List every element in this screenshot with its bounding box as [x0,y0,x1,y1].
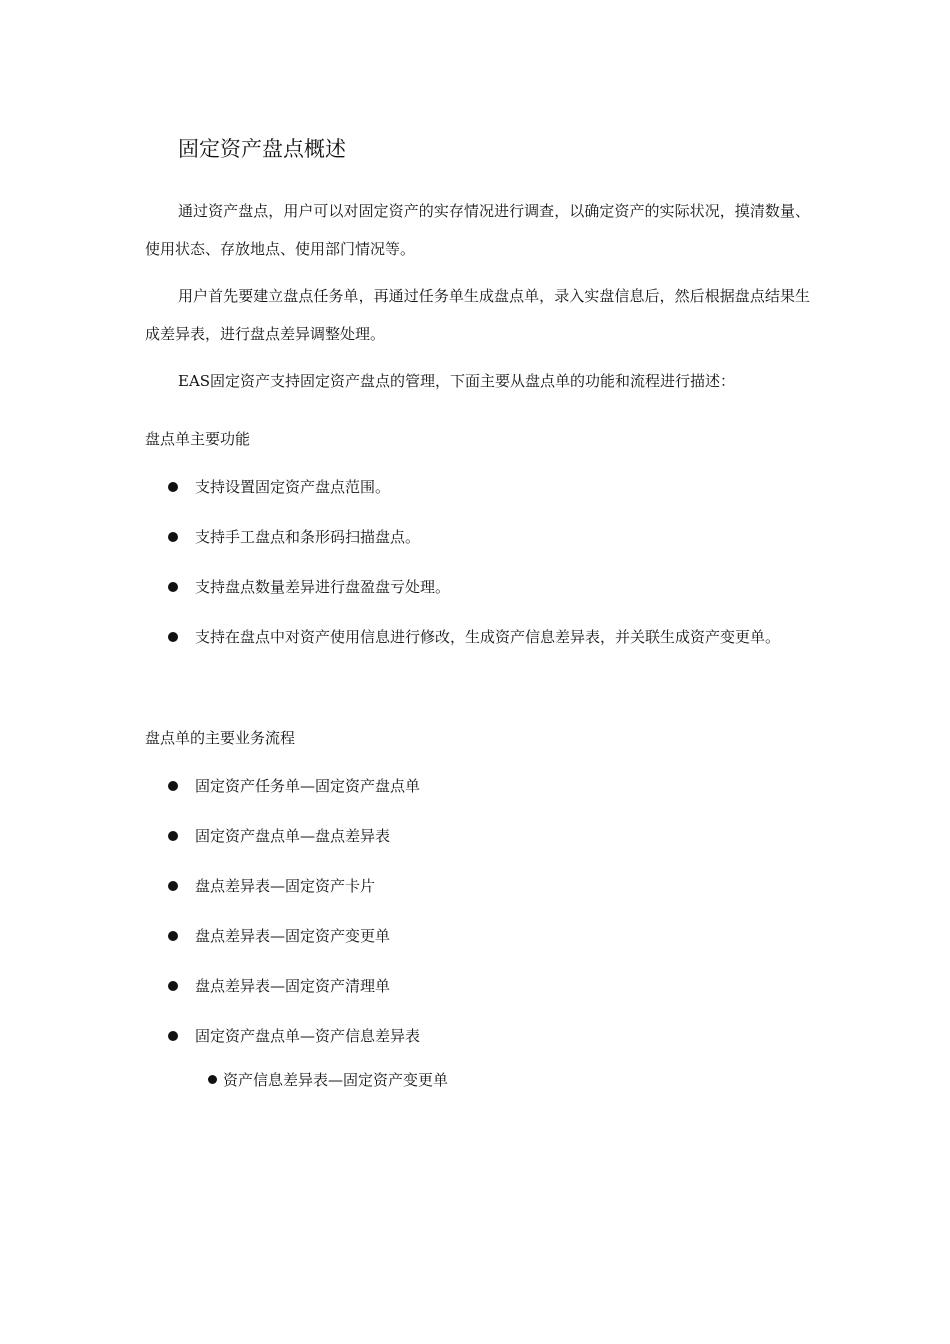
list-item-text: 固定资产任务单—固定资产盘点单 [195,777,421,795]
process-heading: 盘点单的主要业务流程 [145,729,296,747]
list-item-text: 盘点差异表—固定资产卡片 [195,877,376,895]
bullet-icon [168,482,178,492]
bullet-icon [168,781,178,791]
bullet-icon [168,582,178,592]
bullet-icon [168,1031,178,1041]
list-item-text: 支持盘点数量差异进行盘盈盘亏处理。 [195,578,451,596]
bullet-icon [168,532,178,542]
list-item-text: 盘点差异表—固定资产变更单 [195,927,391,945]
bullet-icon [168,831,178,841]
list-item-text: 固定资产盘点单—盘点差异表 [195,827,391,845]
list-item [0,767,815,805]
list-item [0,468,815,506]
list-item [0,1017,815,1055]
intro-paragraph-2: 用户首先要建立盘点任务单，再通过任务单生成盘点单，录入实盘信息后，然后根据盘点结果生成差异表，进行盘点差异调整处理。 [145,287,810,343]
list-item-text: 盘点差异表—固定资产清理单 [195,977,391,995]
process-list [0,767,950,1067]
bullet-icon [208,1075,217,1084]
intro-paragraph-1: 通过资产盘点，用户可以对固定资产的实存情况进行调查，以确定资产的实际状况，摸清数量、使用状态、存放地点、使用部门情况等。 [145,202,810,258]
list-item-text: 支持在盘点中对资产使用信息进行修改，生成资产信息差异表，并关联生成资产变更单。 [195,628,781,646]
list-item [0,817,815,855]
list-item-text: 支持手工盘点和条形码扫描盘点。 [195,528,421,546]
functions-heading: 盘点单主要功能 [145,430,251,448]
list-item [0,618,815,656]
bullet-icon [168,931,178,941]
list-item [0,568,815,606]
sub-list-item [208,1066,448,1094]
document-title: 固定资产盘点概述 [178,137,346,161]
list-item [0,867,815,905]
list-item-text: 固定资产盘点单—资产信息差异表 [195,1027,421,1045]
list-item-text: 支持设置固定资产盘点范围。 [195,478,391,496]
sub-list-item-text: 资产信息差异表—固定资产变更单 [223,1071,449,1089]
bullet-icon [168,632,178,642]
bullet-icon [168,981,178,991]
list-item [0,518,815,556]
intro-paragraph-3: EAS固定资产支持固定资产盘点的管理，下面主要从盘点单的功能和流程进行描述： [178,372,736,390]
bullet-icon [168,881,178,891]
functions-list [0,468,950,668]
list-item [0,967,815,1005]
list-item [0,917,815,955]
